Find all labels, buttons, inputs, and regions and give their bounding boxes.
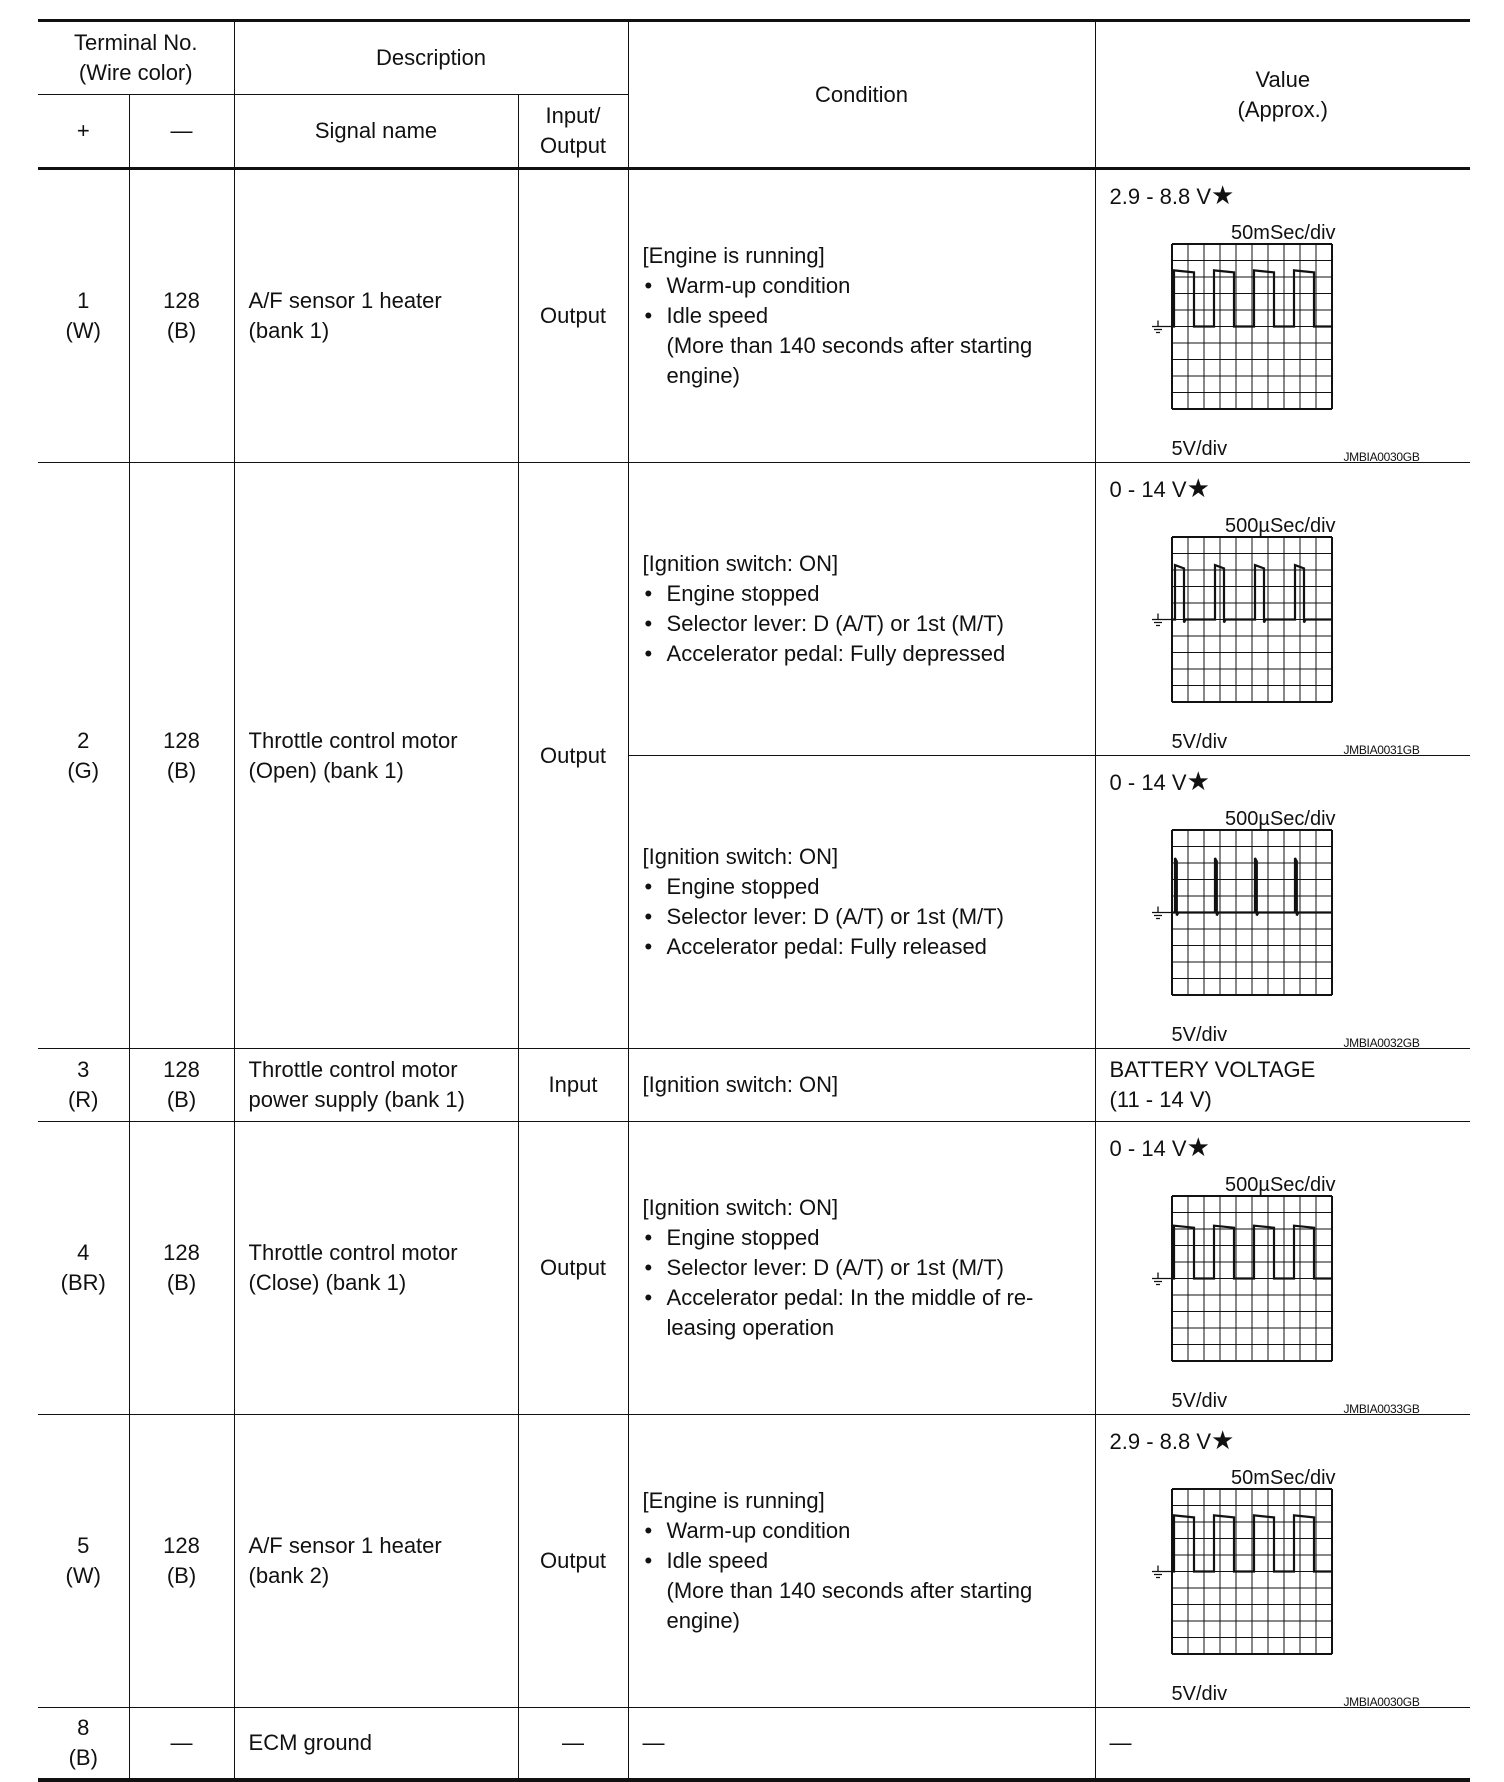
condition: [Ignition switch: ON] — [628, 1049, 1095, 1122]
value-cell: — — [1095, 1708, 1470, 1780]
terminal-minus: 128 (B) — [129, 1415, 234, 1708]
oscilloscope-waveform: 50mSec/div 5V/div JMBIA0030GB — [1110, 1457, 1430, 1707]
header-plus: + — [38, 95, 129, 169]
terminal-minus: 128 (B) — [129, 169, 234, 463]
value-cell: 2.9 - 8.8 V★ 50mSec/div 5V/div JMBIA0030GB — [1095, 169, 1470, 463]
ground-icon — [1152, 1273, 1172, 1285]
table-row — [38, 463, 1470, 756]
value-cell: 0 - 14 V★ 500µSec/div 5V/div JMBIA0032GB — [1095, 756, 1470, 1049]
signal-name: Throttle control motor power supply (bank 1) — [234, 1049, 518, 1122]
ground-icon — [1152, 907, 1172, 919]
terminal-table — [38, 19, 1470, 1782]
terminal-minus: — — [129, 1708, 234, 1780]
terminal-plus: 8 (B) — [38, 1708, 129, 1780]
table-row — [38, 1708, 1470, 1780]
signal-name: Throttle control motor (Open) (bank 1) — [234, 463, 518, 1049]
header-description: Description — [234, 21, 628, 95]
signal-name: ECM ground — [234, 1708, 518, 1780]
terminal-plus: 3 (R) — [38, 1049, 129, 1122]
input-output: — — [518, 1708, 628, 1780]
header-signal-name: Signal name — [234, 95, 518, 169]
ground-icon — [1152, 321, 1172, 333]
terminal-minus: 128 (B) — [129, 1049, 234, 1122]
condition: — — [628, 1708, 1095, 1780]
header-value: Value (Approx.) — [1095, 21, 1470, 169]
condition: [Ignition switch: ON] • Engine stopped • Selector lever: D (A/T) or 1st (M/T) • Accelerator pedal: In the middle of re-leasing operation — [628, 1122, 1095, 1415]
table-row — [38, 1415, 1470, 1708]
input-output: Output — [518, 169, 628, 463]
table-row — [38, 1049, 1470, 1122]
terminal-minus: 128 (B) — [129, 463, 234, 1049]
oscilloscope-waveform: 500µSec/div 5V/div JMBIA0031GB — [1110, 505, 1430, 755]
value-cell: BATTERY VOLTAGE (11 - 14 V) — [1095, 1049, 1470, 1122]
condition: [Engine is running] • Warm-up condition • Idle speed (More than 140 seconds after starting engine) — [628, 169, 1095, 463]
terminal-minus: 128 (B) — [129, 1122, 234, 1415]
terminal-plus: 1 (W) — [38, 169, 129, 463]
oscilloscope-waveform: 50mSec/div 5V/div JMBIA0030GB — [1110, 212, 1430, 462]
terminal-plus: 2 (G) — [38, 463, 129, 1049]
header-minus: — — [129, 95, 234, 169]
header-condition: Condition — [628, 21, 1095, 169]
value-cell: 2.9 - 8.8 V★ 50mSec/div 5V/div JMBIA0030GB — [1095, 1415, 1470, 1708]
value-cell: 0 - 14 V★ 500µSec/div 5V/div JMBIA0033GB — [1095, 1122, 1470, 1415]
signal-name: A/F sensor 1 heater (bank 1) — [234, 169, 518, 463]
oscilloscope-waveform: 500µSec/div 5V/div JMBIA0033GB — [1110, 1164, 1430, 1414]
condition: [Ignition switch: ON] • Engine stopped • Selector lever: D (A/T) or 1st (M/T) • Accelerator pedal: Fully released — [628, 756, 1095, 1049]
input-output: Output — [518, 463, 628, 1049]
input-output: Input — [518, 1049, 628, 1122]
signal-name: Throttle control motor (Close) (bank 1) — [234, 1122, 518, 1415]
input-output: Output — [518, 1122, 628, 1415]
oscilloscope-waveform: 500µSec/div 5V/div JMBIA0032GB — [1110, 798, 1430, 1048]
value-cell: 0 - 14 V★ 500µSec/div 5V/div JMBIA0031GB — [1095, 463, 1470, 756]
ground-icon — [1152, 614, 1172, 626]
input-output: Output — [518, 1415, 628, 1708]
table-row — [38, 169, 1470, 463]
condition: [Engine is running] • Warm-up condition • Idle speed (More than 140 seconds after starting engine) — [628, 1415, 1095, 1708]
table-row — [38, 1122, 1470, 1415]
condition: [Ignition switch: ON] • Engine stopped • Selector lever: D (A/T) or 1st (M/T) • Accelerator pedal: Fully depressed — [628, 463, 1095, 756]
header-terminal-no: Terminal No. (Wire color) — [38, 21, 234, 95]
terminal-plus: 4 (BR) — [38, 1122, 129, 1415]
header-input-output: Input/ Output — [518, 95, 628, 169]
ground-icon — [1152, 1566, 1172, 1578]
signal-name: A/F sensor 1 heater (bank 2) — [234, 1415, 518, 1708]
terminal-plus: 5 (W) — [38, 1415, 129, 1708]
